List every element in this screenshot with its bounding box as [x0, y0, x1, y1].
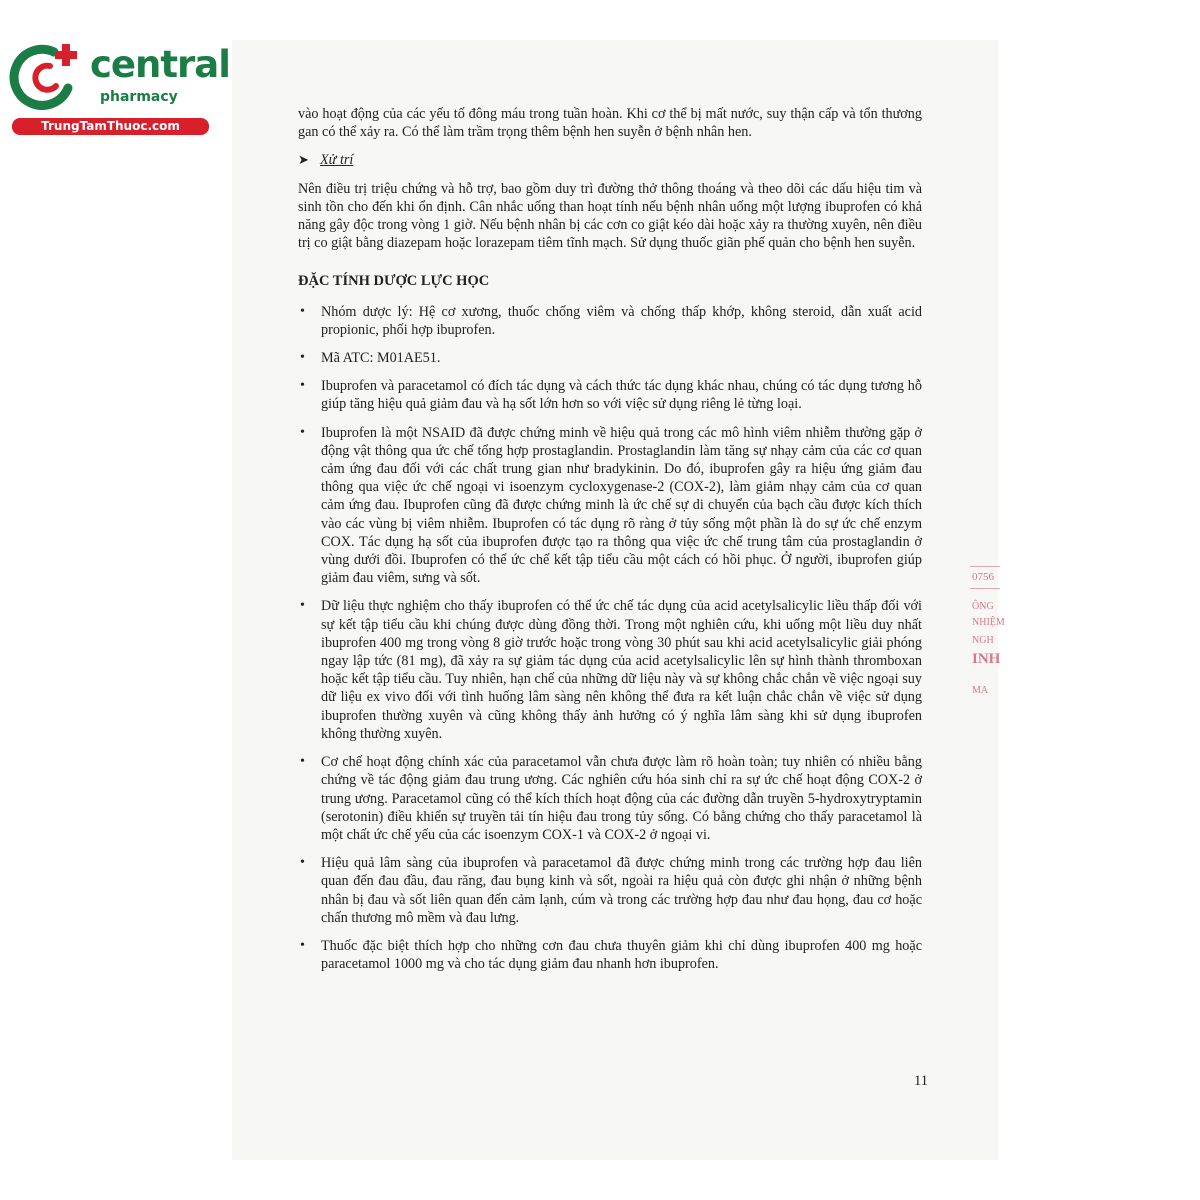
subheading — [298, 151, 922, 169]
stamp-line: MA — [972, 685, 989, 696]
list-item: • Cơ chế hoạt động chính xác của paracetamol vẫn chưa được làm rõ hoàn toàn; tuy nhiên có nhiều bằng chứng về tác động giảm đau trung ương. Các nghiên cứu hóa sinh chỉ ra sự ức chế hoạt động COX-2 ở trung ương. Paracetamol cũng có thể kích thích hoạt động của các đường dẫn truyền 5-hydroxytryptamin (serotonin) điều khiển sự truyền tải tín hiệu đau trong tủy sống. Có bằng chứng cho thấy paracetamol là một chất ức chế yếu của các isoenzym COX-1 và COX-2 ở ngoại vi. — [298, 753, 922, 844]
list-item: • Nhóm dược lý: Hệ cơ xương, thuốc chống viêm và chống thấp khớp, không steroid, dẫn xuất acid propionic, phối hợp ibuprofen. — [298, 303, 922, 339]
page-number: 11 — [914, 1073, 928, 1089]
list-item: • Dữ liệu thực nghiệm cho thấy ibuprofen có thể ức chế tác dụng của acid acetylsalicylic liều thấp đối với sự kết tập tiểu cầu khi chúng được dùng đồng thời. Trong một nghiên cứu, khi uống một liều duy nhất ibuprofen 400 mg trong vòng 8 giờ trước hoặc trong vòng 30 phút sau khi acid acetylsalicylic giải phóng ngay lập tức (81 mg), đã xảy ra sự giảm tác dụng của acid acetylsalicylic lên sự hình thành thromboxan hoặc kết tập tiểu cầu. Tuy nhiên, hạn chế của những dữ liệu này và sự không chắc chắn về việc ngoại suy dữ liệu ex vivo đối với tình huống lâm sàng nên không thể đưa ra kết luận chắc chắn về việc sử dụng ibuprofen thường xuyên và cũng không thấy ảnh hưởng có ý nghĩa lâm sàng khi sử dụng ibuprofen không thường xuyên. — [298, 597, 922, 743]
subheading-label: Xử trí — [320, 152, 354, 169]
paragraph-treatment: Nên điều trị triệu chứng và hỗ trợ, bao gồm duy trì đường thở thông thoáng và theo dõi các dấu hiệu tim và sinh tồn cho đến khi ổn định. Cân nhắc uống than hoạt tính nếu bệnh nhân uống một lượng ibuprofen có khả năng gây độc trong vòng 1 giờ. Nếu bệnh nhân bị các cơn co giật kéo dài hoặc xảy ra thường xuyên, nên điều trị co giật bằng diazepam hoặc lorazepam tiêm tĩnh mạch. Sử dụng thuốc giãn phế quản cho bệnh hen suyễn. — [298, 180, 922, 252]
document-content — [298, 105, 922, 983]
stamp-line: 0756 — [972, 571, 994, 583]
stamp-line: ÔNG — [972, 601, 994, 612]
paragraph-overdose-effects: vào hoạt động của các yếu tố đông máu trong tuần hoàn. Khi cơ thể bị mất nước, suy thận cấp và tổn thương gan có thể xảy ra. Có thể làm trầm trọng thêm bệnh hen suyễn ở bệnh nhân hen. — [298, 106, 922, 141]
pharmacy-cross-logo-icon — [10, 38, 88, 114]
brand-name: central — [90, 43, 230, 86]
section-title: ĐẶC TÍNH DƯỢC LỰC HỌC — [298, 273, 490, 290]
brand-subtitle: pharmacy — [100, 89, 178, 105]
stamp-line: NHIỆM — [972, 617, 1005, 628]
stamp-line: INH — [972, 651, 1001, 667]
central-pharmacy-logo — [10, 38, 230, 138]
arrow-bullet-icon: ➤ — [298, 152, 309, 168]
red-stamp-fragment — [960, 560, 1005, 710]
bullet-list — [298, 303, 922, 974]
brand-url-badge: TrungTamThuoc.com — [12, 118, 209, 135]
list-item: • Mã ATC: M01AE51. — [298, 349, 922, 367]
list-item: • Ibuprofen là một NSAID đã được chứng minh về hiệu quả trong các mô hình viêm nhiễm thường gặp ở động vật thông qua ức chế tổng hợp prostaglandin. Prostaglandin làm tăng sự nhạy cảm của các cơ quan cảm ứng đau đối với các chất trung gian như bradykinin. Do đó, ibuprofen gây ra hiệu ứng giảm đau thông qua việc ức chế ngoại vi isoenzym cycloxygenase-2 (COX-2), làm giảm nhạy cảm của cơ quan cảm ứng đau. Ibuprofen cũng đã được chứng minh là ức chế sự di chuyển của bạch cầu được kích thích vào các vùng bị viêm nhiễm. Ibuprofen có tác dụng rõ ràng ở tủy sống một phần là do sự ức chế enzym COX. Tác dụng hạ sốt của ibuprofen được tạo ra thông qua việc ức chế trung tâm của prostaglandin ở vùng dưới đồi. Ibuprofen có thể ức chế kết tập tiểu cầu một cách có hồi phục. Ở người, ibuprofen giúp giảm đau viêm, sưng và sốt. — [298, 424, 922, 588]
list-item: • Hiệu quả lâm sàng của ibuprofen và paracetamol đã được chứng minh trong các trường hợp đau liên quan đến đau đầu, đau răng, đau bụng kinh và sốt, ngoài ra hiệu quả còn được ghi nhận ở những bệnh nhân bị đau và sốt liên quan đến cảm lạnh, cúm và trong các trường hợp đau như đau họng, đau cơ hoặc chấn thương mô mềm và đau lưng. — [298, 854, 922, 927]
list-item: • Ibuprofen và paracetamol có đích tác dụng và cách thức tác dụng khác nhau, chúng có tác dụng tương hỗ giúp tăng hiệu quả giảm đau và hạ sốt lớn hơn so với việc sử dụng riêng lẻ từng loại. — [298, 377, 922, 413]
list-item: • Thuốc đặc biệt thích hợp cho những cơn đau chưa thuyên giảm khi chỉ dùng ibuprofen 400 mg hoặc paracetamol 1000 mg và cho tác dụng giảm đau nhanh hơn ibuprofen. — [298, 937, 922, 973]
stamp-line: NGH — [972, 635, 994, 646]
